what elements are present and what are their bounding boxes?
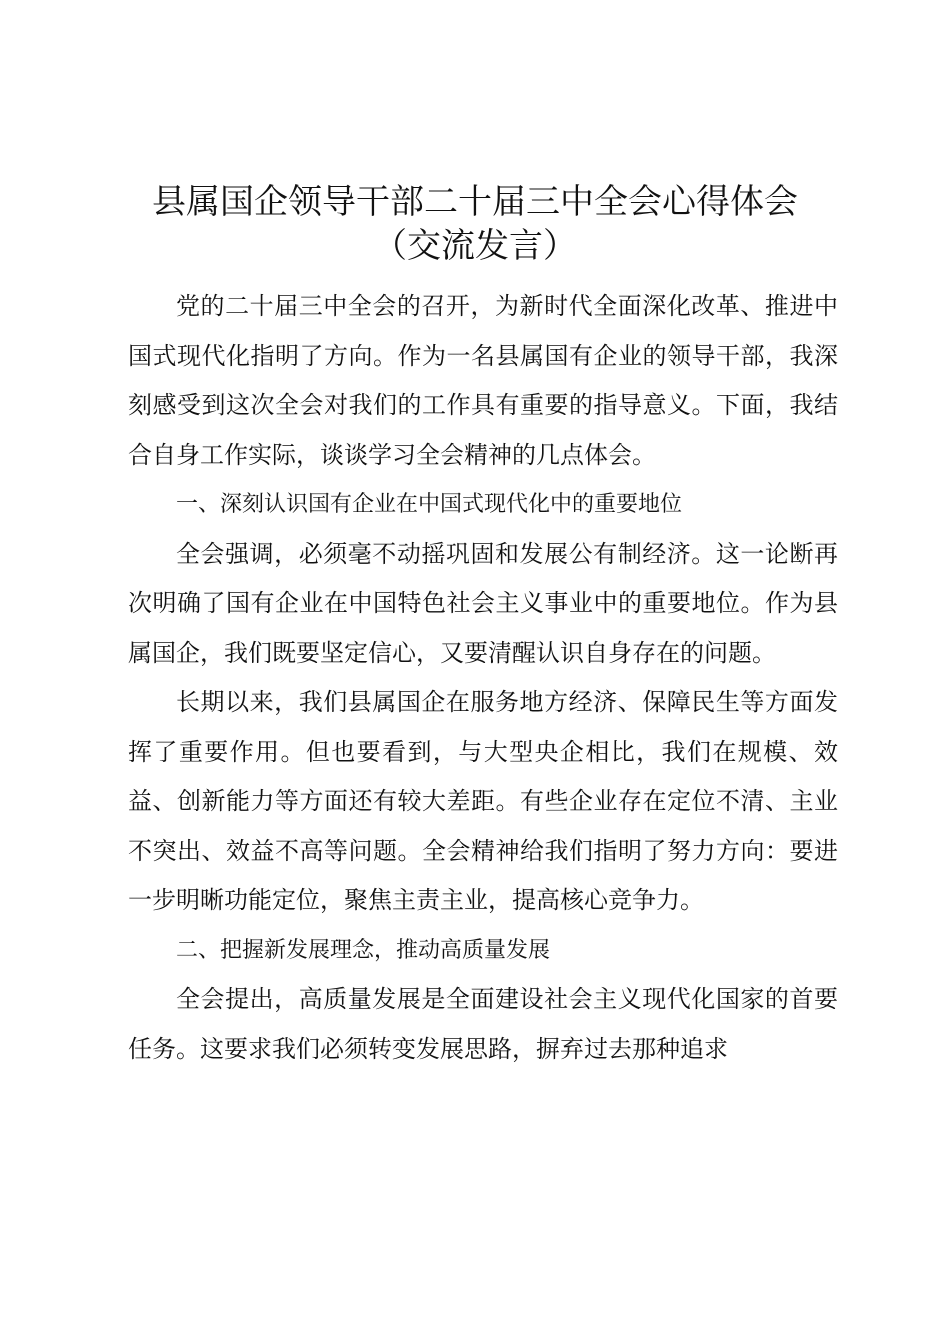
- section-heading-1: 一、深刻认识国有企业在中国式现代化中的重要地位: [176, 492, 683, 517]
- title-line-subtitle: （交流发言）: [373, 226, 577, 266]
- paragraph-section1-a: 全会强调，必须毫不动摇巩固和发展公有制经济。这一论断再次明确了国有企业在中国特色社会主义事业中的重要地位。作为县属国企，我们既要坚定信心，又要清醒认识自身存在的问题。: [128, 539, 838, 667]
- document-title: [0, 180, 950, 268]
- section-heading-2: 二、把握新发展理念，推动高质量发展: [176, 937, 551, 963]
- paragraph-section2-a: 全会提出，高质量发展是全面建设社会主义现代化国家的首要任务。这要求我们必须转变发展思路，摒弃过去那种追求: [128, 985, 838, 1063]
- title-line-main: 县属国企领导干部二十届三中全会心得体会: [152, 182, 798, 222]
- document-body: [128, 282, 838, 1074]
- paragraph-intro: 党的二十届三中全会的召开，为新时代全面深化改革、推进中国式现代化指明了方向。作为一名县属国有企业的领导干部，我深刻感受到这次全会对我们的工作具有重要的指导意义。下面，我结合自身工作实际，谈谈学习全会精神的几点体会。: [128, 292, 838, 469]
- paragraph-section1-b: 长期以来，我们县属国企在服务地方经济、保障民生等方面发挥了重要作用。但也要看到，与大型央企相比，我们在规模、效益、创新能力等方面还有较大差距。有些企业存在定位不清、主业不突出、效益不高等问题。全会精神给我们指明了努力方向：要进一步明晰功能定位，聚焦主责主业，提高核心竞争力。: [128, 688, 838, 914]
